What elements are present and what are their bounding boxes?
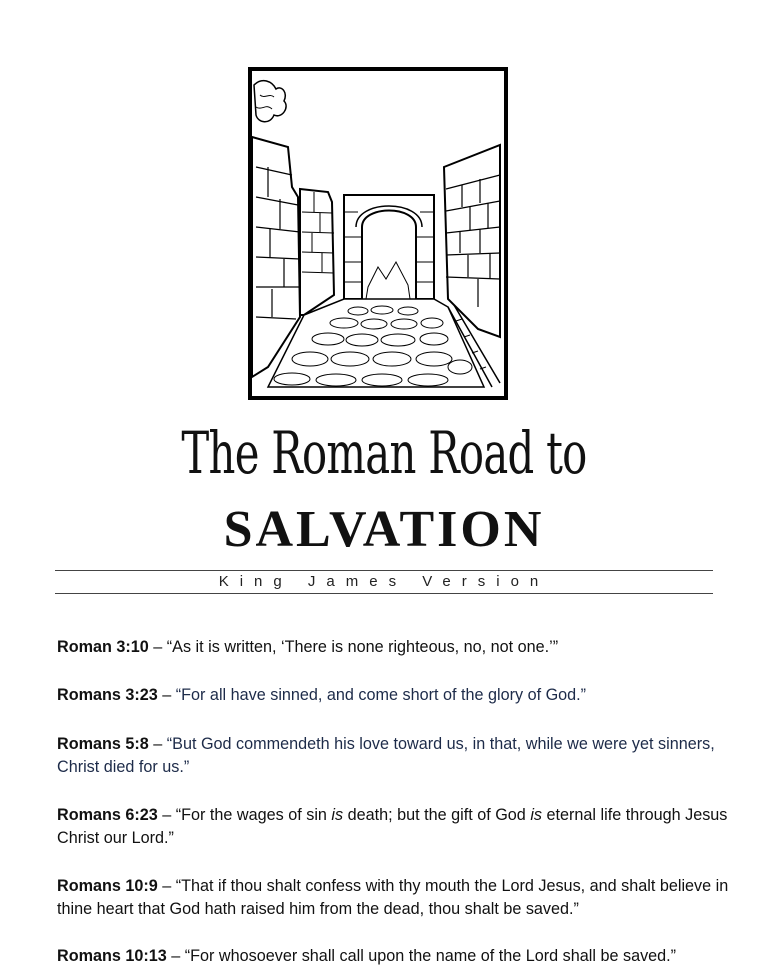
verse-text: “For the wages of sin <box>175 806 332 824</box>
verse-item <box>57 636 558 659</box>
verse-text: “As it is written, ‘There is none righteous, no, not one.’” <box>166 638 559 656</box>
version-subtitle: King James Version <box>218 573 550 590</box>
verse-reference: Romans 5:8 <box>57 735 149 753</box>
verse-dash: – <box>157 806 176 824</box>
verse-reference: Roman 3:10 <box>57 638 149 656</box>
verse-item <box>57 875 737 921</box>
verse-emphasis: is <box>331 806 344 824</box>
verse-reference: Romans 6:23 <box>57 806 158 824</box>
divider-top <box>55 570 713 571</box>
verse-reference: Romans 10:13 <box>57 947 167 965</box>
verse-reference: Romans 10:9 <box>57 877 158 895</box>
verse-reference: Romans 3:23 <box>57 686 158 704</box>
verse-dash: – <box>148 638 167 656</box>
verse-text: “For whosoever shall call upon the name of the Lord shall be saved.” <box>184 947 677 965</box>
verse-emphasis: is <box>530 806 543 824</box>
page-title-line1: The Roman Road to <box>181 419 587 487</box>
page-title-line2: SALVATION <box>223 501 545 558</box>
verse-item <box>57 684 586 707</box>
roman-road-arch-illustration <box>248 67 508 400</box>
verse-item <box>57 945 676 968</box>
verse-dash: – <box>157 877 176 895</box>
roman-road-arch-icon <box>248 67 508 400</box>
verse-text: “But God commendeth his love toward us, in that, while we were yet sinners, Christ died for us.” <box>57 735 715 776</box>
verse-item <box>57 804 737 850</box>
verse-text: “For all have sinned, and come short of the glory of God.” <box>175 686 587 704</box>
verse-item <box>57 733 737 779</box>
verse-text: eternal life through Jesus Christ our Lord.” <box>57 806 728 847</box>
verse-dash: – <box>148 735 167 753</box>
divider-bottom <box>55 593 713 594</box>
verse-dash: – <box>166 947 185 965</box>
verse-dash: – <box>157 686 176 704</box>
verse-text: “That if thou shalt confess with thy mouth the Lord Jesus, and shalt believe in thine heart that God hath raised him from the dead, thou shalt be saved.” <box>57 877 729 918</box>
verse-text: death; but the gift of God <box>343 806 531 824</box>
